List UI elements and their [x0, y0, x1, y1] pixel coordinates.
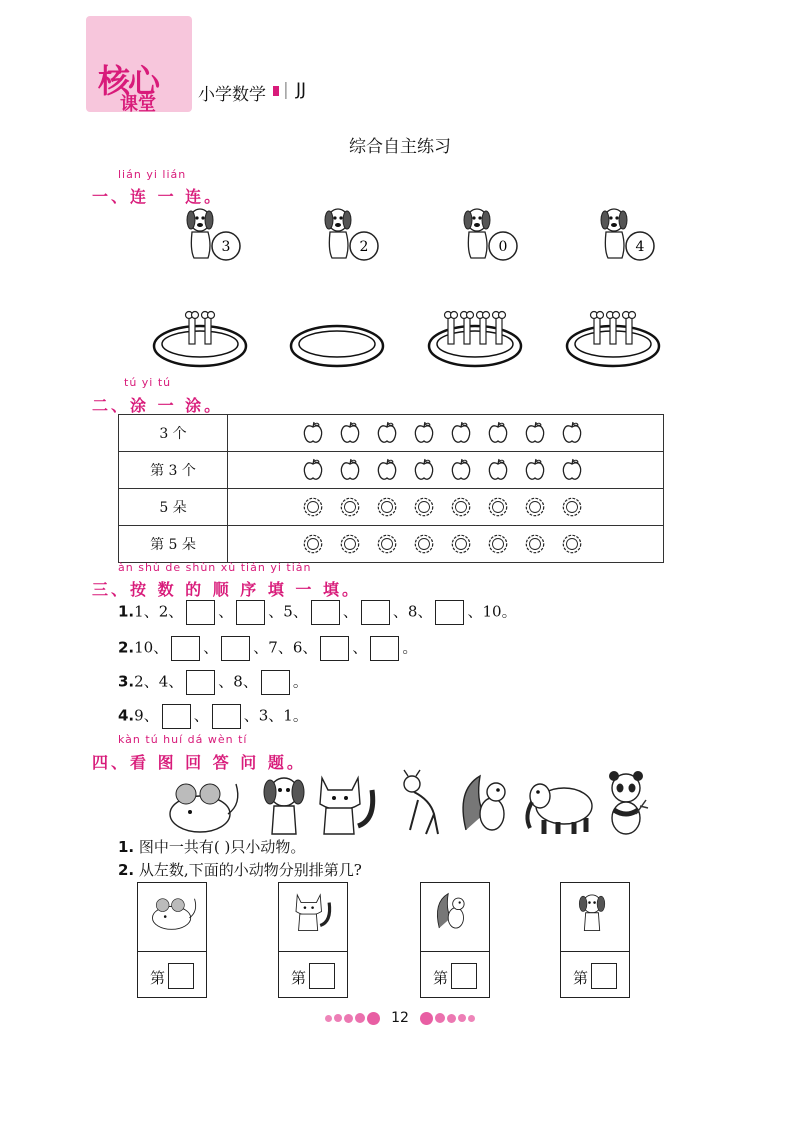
footer-dots-left — [324, 1010, 381, 1026]
question-2-number: 2. — [118, 861, 135, 879]
mouse-icon — [170, 784, 238, 832]
sequence-number: 2. — [118, 638, 135, 657]
separator: 、 — [218, 672, 234, 691]
answer-box[interactable] — [370, 636, 399, 661]
flower-icon[interactable] — [302, 495, 324, 519]
panda-icon — [609, 771, 648, 834]
rank-answer-box[interactable] — [591, 963, 617, 989]
separator: 、 — [168, 672, 184, 691]
separator: 、 — [417, 602, 433, 621]
separator: 、 — [253, 638, 269, 657]
question-1-number: 1. — [118, 838, 135, 856]
rank-box — [560, 882, 630, 998]
elephant-icon — [527, 784, 592, 834]
flower-icon[interactable] — [450, 532, 472, 556]
answer-box[interactable] — [320, 636, 349, 661]
sequence-value: 10 — [134, 638, 154, 657]
separator: 、 — [168, 602, 184, 621]
dog-with-number — [601, 209, 654, 260]
apple-icon[interactable] — [524, 458, 546, 482]
page-number: 12 — [391, 1010, 409, 1026]
dog-number: 4 — [635, 239, 645, 255]
coloring-row-label: 5 朵 — [119, 489, 228, 526]
rank-box — [278, 882, 348, 998]
subject-marker — [273, 86, 279, 96]
sequence-value: 5 — [283, 602, 293, 621]
apple-icon[interactable] — [302, 458, 324, 482]
coloring-row — [119, 415, 664, 452]
separator: 、 — [467, 602, 483, 621]
coloring-row-label: 第 3 个 — [119, 452, 228, 489]
answer-box[interactable] — [162, 704, 191, 729]
sequence-line — [118, 670, 308, 695]
header-separator: | — [283, 80, 289, 100]
logo-text: 核心 — [98, 62, 159, 100]
section2-pinyin: tú yi tú — [124, 376, 172, 389]
flower-icon[interactable] — [376, 495, 398, 519]
plate-with-bones — [154, 312, 246, 367]
sequence-value: 1 — [134, 602, 144, 621]
question-2 — [118, 859, 362, 880]
sentence-end: 。 — [292, 672, 308, 691]
flower-icon[interactable] — [487, 495, 509, 519]
animal-row — [160, 768, 660, 840]
footer-dots-right — [419, 1010, 476, 1026]
separator: 、 — [203, 638, 219, 657]
rank-box — [137, 882, 207, 998]
flower-icon[interactable] — [561, 495, 583, 519]
apple-icon[interactable] — [487, 421, 509, 445]
apple-icon[interactable] — [413, 421, 435, 445]
cat-icon — [320, 778, 373, 834]
plate-with-bones — [291, 326, 383, 366]
separator: 、 — [277, 638, 293, 657]
coloring-table — [118, 414, 664, 563]
apple-icon[interactable] — [302, 421, 324, 445]
sentence-end: 。 — [501, 602, 517, 621]
rank-answer-box[interactable] — [168, 963, 194, 989]
section1-pinyin: lián yi lián — [118, 168, 187, 181]
sequence-value: 6 — [292, 638, 303, 657]
separator: 、 — [143, 602, 159, 621]
rank-label: 第 — [291, 969, 307, 987]
coloring-row-pictures — [228, 415, 664, 452]
apple-icon[interactable] — [450, 458, 472, 482]
sequence-number: 3. — [118, 672, 135, 691]
separator: 、 — [218, 602, 234, 621]
rank-label: 第 — [573, 969, 589, 987]
cat-icon — [296, 895, 330, 931]
mouse-icon — [152, 899, 195, 930]
separator: 、 — [143, 706, 159, 725]
flower-icon[interactable] — [339, 495, 361, 519]
apple-icon[interactable] — [339, 458, 361, 482]
answer-box[interactable] — [212, 704, 241, 729]
answer-box[interactable] — [221, 636, 250, 661]
squirrel-icon — [463, 776, 505, 830]
matching-figure — [150, 200, 670, 380]
section2-heading: 二、涂 一 涂。 — [92, 396, 224, 415]
flower-icon[interactable] — [561, 532, 583, 556]
sequence-value: 2 — [134, 672, 144, 691]
apple-icon[interactable] — [561, 458, 583, 482]
answer-box[interactable] — [311, 600, 340, 625]
dog-icon — [264, 778, 304, 834]
separator: 、 — [342, 602, 358, 621]
plate-with-bones — [567, 312, 659, 367]
sequence-value: 4 — [158, 672, 169, 691]
coloring-row — [119, 452, 664, 489]
separator: 、 — [268, 602, 284, 621]
section3-heading: 三、按 数 的 顺 序 填 一 填。 — [92, 580, 361, 599]
sequence-value: 3 — [258, 706, 269, 725]
edition-label: JJ — [296, 80, 307, 100]
rank-label: 第 — [433, 969, 449, 987]
sentence-end: 。 — [402, 638, 418, 657]
rank-label: 第 — [150, 969, 166, 987]
logo-subtext: 课堂 — [120, 94, 156, 115]
section4-pinyin: kàn tú huí dá wèn tí — [118, 733, 248, 746]
dog-number: 2 — [359, 239, 369, 255]
separator: 、 — [392, 602, 408, 621]
question-1-text[interactable]: 图中一共有( )只小动物。 — [138, 838, 306, 856]
sequence-number: 1. — [118, 602, 135, 621]
sequence-value: 10 — [482, 602, 502, 621]
separator: 、 — [242, 672, 258, 691]
sequence-number: 4. — [118, 706, 135, 725]
section3-pinyin: àn shù de shùn xù tián yi tián — [118, 561, 312, 574]
apple-icon[interactable] — [561, 421, 583, 445]
flower-icon[interactable] — [450, 495, 472, 519]
answer-box[interactable] — [186, 670, 215, 695]
dog-number: 0 — [498, 239, 508, 255]
coloring-row — [119, 489, 664, 526]
apple-icon[interactable] — [524, 421, 546, 445]
separator: 、 — [243, 706, 259, 725]
answer-box[interactable] — [435, 600, 464, 625]
rank-answer-box[interactable] — [309, 963, 335, 989]
separator: 、 — [153, 638, 169, 657]
answer-box[interactable] — [361, 600, 390, 625]
rank-box — [420, 882, 490, 998]
apple-icon[interactable] — [450, 421, 472, 445]
answer-box[interactable] — [171, 636, 200, 661]
dog-with-number — [325, 209, 378, 260]
flower-icon[interactable] — [524, 495, 546, 519]
separator: 、 — [268, 706, 284, 725]
flower-icon[interactable] — [487, 532, 509, 556]
coloring-row — [119, 526, 664, 563]
flower-icon[interactable] — [376, 532, 398, 556]
plate-with-bones — [429, 312, 521, 367]
answer-box[interactable] — [186, 600, 215, 625]
answer-box[interactable] — [236, 600, 265, 625]
deer-icon — [404, 770, 438, 834]
flower-icon[interactable] — [339, 532, 361, 556]
sequence-line — [118, 636, 417, 661]
coloring-row-pictures — [228, 489, 664, 526]
separator: 、 — [193, 706, 209, 725]
coloring-row-pictures — [228, 526, 664, 563]
question-2-text: 从左数,下面的小动物分别排第几? — [138, 861, 362, 879]
dog-with-number — [187, 209, 240, 260]
question-1 — [118, 836, 305, 857]
dog-with-number — [464, 209, 517, 260]
sequence-line — [118, 600, 517, 625]
apple-icon[interactable] — [376, 421, 398, 445]
sequence-value: 1 — [283, 706, 293, 725]
squirrel-icon — [437, 894, 464, 928]
separator: 、 — [352, 638, 368, 657]
flower-icon[interactable] — [524, 532, 546, 556]
section1-heading: 一、连 一 连。 — [92, 187, 224, 206]
rank-answer-box[interactable] — [451, 963, 477, 989]
separator: 、 — [292, 602, 308, 621]
sequence-value: 8 — [233, 672, 243, 691]
flower-icon[interactable] — [413, 495, 435, 519]
apple-icon[interactable] — [487, 458, 509, 482]
dog-number: 3 — [221, 239, 231, 255]
sequence-line — [118, 704, 308, 729]
sequence-value: 2 — [158, 602, 169, 621]
section4-heading: 四、看 图 回 答 问 题。 — [92, 753, 306, 772]
sequence-value: 7 — [268, 638, 278, 657]
coloring-row-label: 第 5 朵 — [119, 526, 228, 563]
sequence-value: 9 — [134, 706, 144, 725]
apple-icon[interactable] — [339, 421, 361, 445]
subject-label: 小学数学 — [198, 85, 266, 105]
flower-icon[interactable] — [302, 532, 324, 556]
page-title: 综合自主练习 — [349, 137, 451, 157]
coloring-row-label: 3 个 — [119, 415, 228, 452]
separator: 、 — [143, 672, 159, 691]
coloring-row-pictures — [228, 452, 664, 489]
sentence-end: 。 — [292, 706, 308, 725]
apple-icon[interactable] — [376, 458, 398, 482]
dog-icon — [579, 895, 605, 931]
answer-box[interactable] — [261, 670, 290, 695]
apple-icon[interactable] — [413, 458, 435, 482]
sequence-value: 8 — [407, 602, 418, 621]
page-footer — [0, 1010, 800, 1026]
separator: 、 — [302, 638, 318, 657]
flower-icon[interactable] — [413, 532, 435, 556]
